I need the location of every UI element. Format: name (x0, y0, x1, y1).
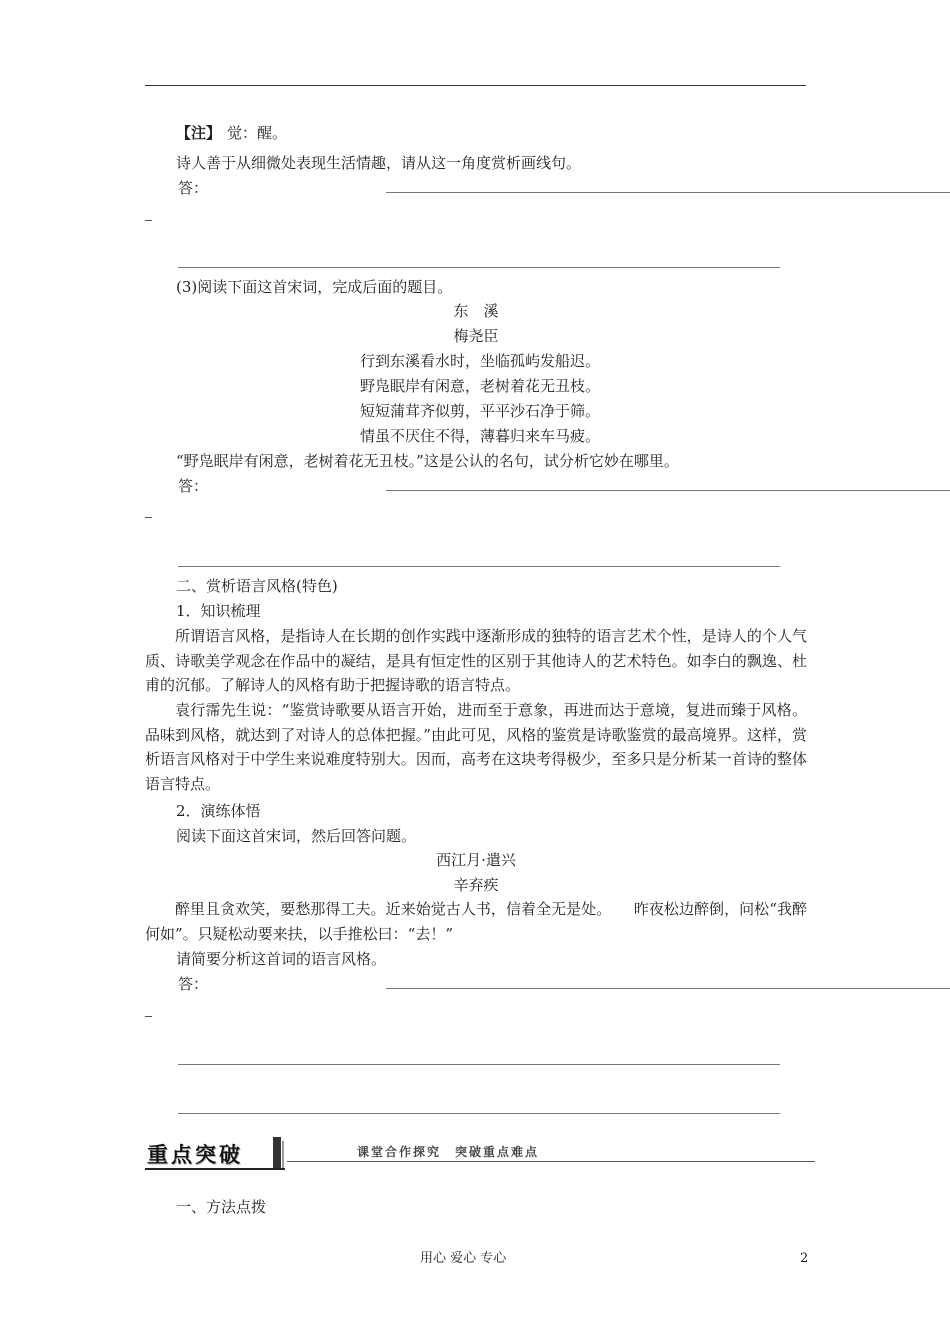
poem-line: 行到东溪看水时，坐临孤屿发船迟。 (360, 352, 601, 370)
note-text: 觉：醒。 (227, 124, 288, 142)
answer-row (178, 476, 208, 496)
answer-line[interactable] (386, 192, 950, 193)
answer-dash (145, 1016, 152, 1017)
banner-rule (287, 1161, 815, 1162)
answer-label: 答： (178, 179, 209, 197)
banner-divider-accent (282, 1141, 284, 1169)
poem-line: 短短蒲茸齐似剪，平平沙石净于筛。 (360, 402, 601, 420)
answer-dash (145, 517, 152, 518)
banner-underline (145, 1168, 285, 1170)
poem-author: 梅尧臣 (453, 327, 499, 345)
section-heading: 二、赏析语言风格(特色) (176, 577, 338, 595)
subsection-heading: 2．演练体悟 (176, 802, 261, 820)
banner-subtitle: 课堂合作探究 突破重点难点 (357, 1145, 540, 1159)
answer-label: 答： (178, 477, 209, 495)
answer-line[interactable] (386, 490, 950, 491)
answer-dash (145, 220, 152, 221)
poem-body: 醉里且贪欢笑，要愁那得工夫。近来始觉古人书，信着全无是处。 昨夜松边醉倒，问松“我醉何如”。只疑松动要来扶，以手推松曰：“去！” (145, 900, 807, 943)
body-paragraph: 所谓语言风格，是指诗人在长期的创作实践中逐渐形成的独特的语言艺术个性，是诗人的个人气质、诗歌美学观念在作品中的凝结，是具有恒定性的区别于其他诗人的艺术特色。如李白的飘逸、杜甫的沉郁。了解诗人的风格有助于把握诗歌的语言特点。 (145, 627, 807, 694)
subsection-heading: 1．知识梳理 (176, 602, 261, 620)
answer-label: 答： (178, 975, 209, 993)
footer-slogan: 用心 爱心 专心 (420, 1251, 507, 1266)
question-text: 请简要分析这首词的语言风格。 (176, 950, 387, 968)
poem-title: 西江月·遣兴 (436, 851, 516, 869)
answer-blank-line[interactable] (178, 1113, 780, 1114)
answer-row (178, 974, 208, 994)
section-heading: 一、方法点拨 (176, 1198, 267, 1216)
question-prompt: 诗人善于从细微处表现生活情趣，请从这一角度赏析画线句。 (176, 154, 582, 172)
note-label: 【注】 (176, 124, 222, 142)
answer-blank-line[interactable] (178, 566, 780, 567)
answer-blank-line[interactable] (178, 267, 780, 268)
poem-author: 辛弃疾 (453, 876, 499, 894)
banner-divider (273, 1137, 281, 1169)
answer-row (178, 178, 208, 198)
note-line (176, 123, 287, 143)
body-paragraph: 袁行霈先生说：“鉴赏诗歌要从语言开始，进而至于意象，再进而达于意境，复进而臻于风格。品味到风格，就达到了对诗人的总体把握。”由此可见，风格的鉴赏是诗歌鉴赏的最高境界。这样，赏析语言风格对于中学生来说难度特别大。因而，高考在这块考得极少，至多只是分析某一首诗的整体语言特点。 (145, 701, 807, 793)
answer-blank-line[interactable] (178, 1064, 780, 1065)
section-banner (145, 1137, 815, 1171)
poem-title: 东 溪 (453, 302, 499, 320)
question-3-prompt: (3)阅读下面这首宋词，完成后面的题目。 (176, 278, 453, 296)
header-rule (145, 85, 806, 86)
poem-line: 情虽不厌住不得，薄暮归来车马疲。 (360, 427, 601, 445)
reading-prompt: 阅读下面这首宋词，然后回答问题。 (176, 827, 417, 845)
question-3-text: “野凫眠岸有闲意，老树着花无丑枝。”这是公认的名句，试分析它妙在哪里。 (176, 452, 679, 470)
banner-title: 重点突破 (147, 1143, 243, 1167)
poem-line: 野凫眠岸有闲意，老树着花无丑枝。 (360, 377, 601, 395)
answer-line[interactable] (386, 988, 950, 989)
page-number: 2 (800, 1251, 809, 1266)
